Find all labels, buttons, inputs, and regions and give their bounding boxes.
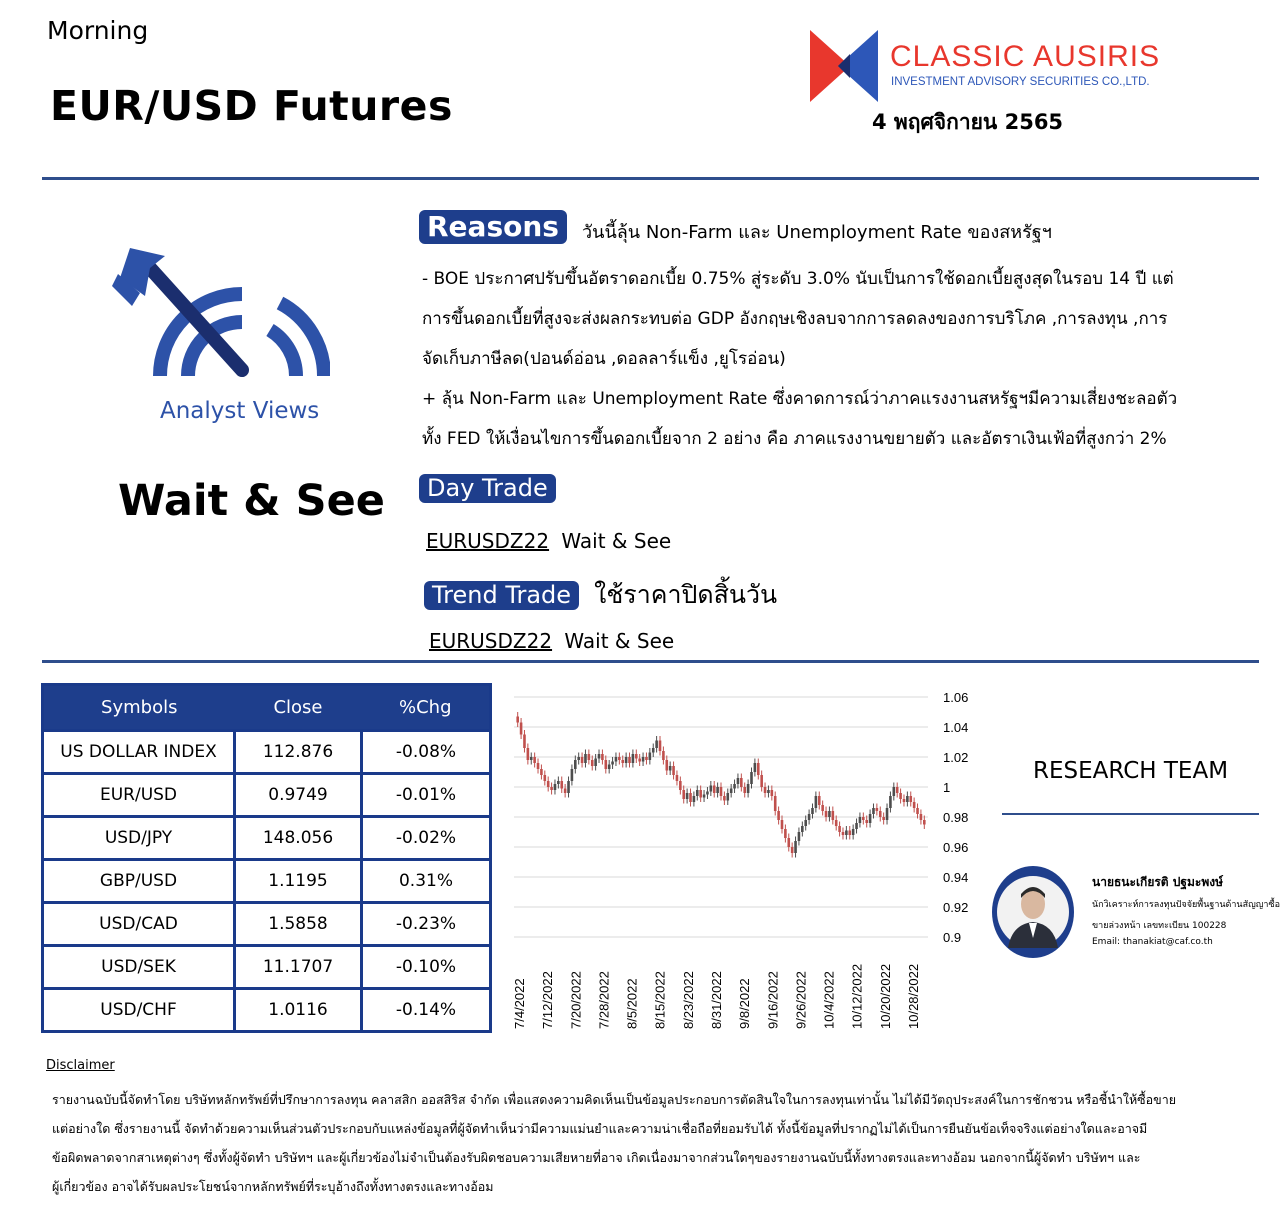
price-chart <box>500 680 990 1035</box>
x-tick-label: 7/28/2022 <box>596 971 612 1029</box>
y-tick-label: 0.94 <box>943 870 969 885</box>
candle-body <box>804 820 807 826</box>
x-tick-label: 7/4/2022 <box>512 978 527 1029</box>
analyst-view: Wait & See <box>118 476 385 526</box>
candle-body <box>665 760 668 771</box>
col-chg: %Chg <box>362 685 491 731</box>
disclaimer-body <box>52 1085 1252 1201</box>
close-cell: 148.056 <box>235 817 362 860</box>
candle-body <box>594 759 597 767</box>
candle-body <box>913 802 916 808</box>
candle-body <box>896 787 899 793</box>
candle-body <box>574 760 577 769</box>
x-tick-label: 8/15/2022 <box>652 971 668 1029</box>
header-divider <box>42 177 1259 180</box>
x-tick-label: 10/20/2022 <box>877 963 893 1029</box>
candle-body <box>723 796 726 801</box>
disclaimer-line: แต่อย่างใด ซึ่งรายงานนี้ จัดทำด้วยความเห็นส่วนตัวประกอบกับแหล่งข้อมูลที่ผู้จัดทำเห็นว่ามีความแม่นยำและความน่าเชื่อถือที่ยอมรับได้ ทั้งนี้ข้อมูลที่ปรากฏไม่ได้เป็นการยืนยันข้อเท็จจริงแต่อย่างใดและอาจมี <box>52 1121 1148 1136</box>
close-cell: 11.1707 <box>235 946 362 989</box>
candle-body <box>686 793 689 799</box>
x-tick-label: 8/23/2022 <box>680 971 696 1029</box>
candle-body <box>767 790 770 793</box>
candle-body <box>781 820 784 829</box>
col-close: Close <box>235 685 362 731</box>
candle-body <box>672 766 675 775</box>
candle-body <box>882 817 885 820</box>
candle-body <box>611 762 614 765</box>
candle-body <box>859 817 862 823</box>
x-tick-label: 7/12/2022 <box>540 971 556 1029</box>
x-tick-label: 9/16/2022 <box>765 971 781 1029</box>
y-tick-label: 1.04 <box>943 720 969 735</box>
candle-body <box>588 754 591 760</box>
candle-body <box>638 759 641 762</box>
y-tick-label: 0.96 <box>943 840 969 855</box>
candle-body <box>591 760 594 766</box>
candle-body <box>655 741 658 749</box>
page-title: EUR/USD Futures <box>50 82 453 130</box>
x-tick-label: 7/20/2022 <box>568 971 584 1029</box>
candle-body <box>801 826 804 832</box>
candle-body <box>865 820 868 823</box>
trend-trade-note: ใช้ราคาปิดสิ้นวัน <box>594 580 778 609</box>
candle-body <box>920 814 923 820</box>
chg-cell: -0.23% <box>362 903 491 946</box>
candle-body <box>737 778 740 784</box>
logo-mark-icon <box>810 30 878 102</box>
reason-line: จัดเก็บภาษีลด(ปอนด์อ่อน ,ดอลลาร์แข็ง ,ยูโรอ่อน) <box>422 349 786 369</box>
y-tick-label: 0.98 <box>943 810 969 825</box>
x-tick-label: 10/12/2022 <box>849 963 865 1029</box>
candle-body <box>855 823 858 829</box>
reasons-badge: Reasons <box>419 210 567 244</box>
candle-body <box>544 775 547 781</box>
candle-body <box>696 790 699 796</box>
close-cell: 1.5858 <box>235 903 362 946</box>
candle-body <box>676 775 679 781</box>
y-tick-label: 1 <box>943 780 951 795</box>
candle-body <box>923 820 926 825</box>
brand-subtitle: INVESTMENT ADVISORY SECURITIES CO.,LTD. <box>891 76 1150 88</box>
candle-body <box>906 796 909 802</box>
candle-body <box>581 757 584 763</box>
candle-body <box>808 814 811 820</box>
candle-body <box>909 796 912 802</box>
candle-body <box>842 832 845 835</box>
trend-trade-badge: Trend Trade <box>424 581 579 610</box>
candle-body <box>621 760 624 763</box>
disclaimer-line: ข้อผิดพลาดจากสาเหตุต่างๆ ซึ่งทั้งผู้จัดทำ บริษัทฯ และผู้เกี่ยวข้องไม่จำเป็นต้องรับผิดชอบความเสียหายที่อาจ เกิดเนื่องมาจากส่วนใดๆของรายงานฉบับนี้ทั้งทางตรงและทางอ้อม นอกจากนี้ผู้จัดทำ บริษัทฯ และ <box>52 1150 1141 1165</box>
day-trade-view: Wait & See <box>561 529 672 553</box>
candle-body <box>645 757 648 760</box>
candle-body <box>533 757 536 763</box>
candle-body <box>642 757 645 762</box>
candle-body <box>747 784 750 793</box>
candle-body <box>571 769 574 781</box>
trend-trade-signal <box>429 629 674 653</box>
candle-body <box>682 790 685 799</box>
candle-body <box>845 831 848 836</box>
candle-body <box>567 781 570 793</box>
candle-body <box>730 789 733 794</box>
candle-body <box>689 793 692 802</box>
candle-body <box>835 820 838 826</box>
candle-body <box>879 811 882 817</box>
candle-body <box>838 826 841 832</box>
candle-body <box>598 754 601 759</box>
candle-body <box>564 789 567 794</box>
candle-body <box>743 787 746 793</box>
symbol-cell: USD/SEK <box>43 946 235 989</box>
close-cell: 1.1195 <box>235 860 362 903</box>
candle-body <box>852 829 855 835</box>
reason-line: การขึ้นดอกเบี้ยที่สูงจะส่งผลกระทบต่อ GDP อังกฤษเชิงลบจากการลดลงของการบริโภค ,การลงทุน ,การ <box>422 309 1168 329</box>
candle-body <box>750 772 753 784</box>
candle-body <box>659 741 662 752</box>
table-row <box>43 817 491 860</box>
candle-body <box>903 799 906 802</box>
candle-body <box>757 763 760 775</box>
chg-cell: -0.01% <box>362 774 491 817</box>
col-symbols: Symbols <box>43 685 235 731</box>
candle-body <box>754 763 757 772</box>
candle-body <box>889 796 892 808</box>
x-tick-label: 10/4/2022 <box>821 971 837 1029</box>
candle-body <box>798 832 801 841</box>
analyst-views-label: Analyst Views <box>160 398 320 424</box>
candle-body <box>537 763 540 769</box>
quotes-header-row <box>43 685 491 731</box>
candle-body <box>733 784 736 789</box>
day-trade-badge: Day Trade <box>419 474 556 503</box>
candle-body <box>893 787 896 796</box>
candle-body <box>787 838 790 847</box>
reasons-header <box>419 210 1052 246</box>
candle-body <box>815 796 818 808</box>
symbol-cell: USD/CAD <box>43 903 235 946</box>
chg-cell: 0.31% <box>362 860 491 903</box>
report-date: 4 พฤศจิกายน 2565 <box>872 110 1064 134</box>
x-tick-label: 10/28/2022 <box>906 963 921 1029</box>
symbol-cell: EUR/USD <box>43 774 235 817</box>
candle-body <box>777 811 780 820</box>
company-logo <box>810 30 1161 105</box>
chg-cell: -0.10% <box>362 946 491 989</box>
symbol-cell: USD/CHF <box>43 989 235 1032</box>
disclaimer-heading: Disclaimer <box>46 1058 115 1073</box>
reason-line: - BOE ประกาศปรับขึ้นอัตราดอกเบี้ย 0.75% สู่ระดับ 3.0% นับเป็นการใช้ดอกเบี้ยสูงสุดในรอบ 14 ปี แต่ <box>422 269 1174 289</box>
trend-trade-view: Wait & See <box>564 629 675 653</box>
candle-body <box>828 811 831 817</box>
trend-trade-header <box>424 575 777 615</box>
candle-body <box>886 808 889 820</box>
candle-body <box>550 787 553 790</box>
candle-body <box>771 790 774 796</box>
candle-body <box>615 757 618 762</box>
reason-line: + ลุ้น Non-Farm และ Unemployment Rate ซึ่งคาดการณ์ว่าภาคแรงงานสหรัฐฯมีความเสี่ยงชะลอตัว <box>422 389 1178 409</box>
analyst-role-2: ขายล่วงหน้า เลขทะเบียน 100228 <box>1092 921 1227 931</box>
candle-body <box>540 769 543 775</box>
candle-body <box>635 754 638 759</box>
analyst-target-icon <box>110 248 330 388</box>
candle-body <box>547 781 550 787</box>
analyst-role: นักวิเคราะห์การลงทุนปัจจัยพื้นฐานด้านสัญญาซื้อ <box>1092 900 1280 910</box>
table-row <box>43 989 491 1032</box>
chg-cell: -0.14% <box>362 989 491 1032</box>
brand-name: CLASSIC AUSIRIS <box>890 40 1161 73</box>
symbol-cell: US DOLLAR INDEX <box>43 731 235 774</box>
reasons-headline: วันนี้ลุ้น Non-Farm และ Unemployment Rate ของสหรัฐฯ <box>582 222 1052 243</box>
analyst-name: นายธนะเกียรติ ปฐมะพงษ์ <box>1092 875 1224 889</box>
close-cell: 1.0116 <box>235 989 362 1032</box>
candle-body <box>527 748 530 760</box>
chg-cell: -0.02% <box>362 817 491 860</box>
candle-body <box>679 781 682 790</box>
candle-body <box>862 817 865 820</box>
analyst-email: Email: thanakiat@caf.co.th <box>1092 937 1213 947</box>
research-heading: RESEARCH TEAM <box>1033 758 1229 784</box>
candle-body <box>791 847 794 853</box>
candle-body <box>693 796 696 802</box>
candle-body <box>794 841 797 853</box>
close-cell: 112.876 <box>235 731 362 774</box>
symbol-cell: USD/JPY <box>43 817 235 860</box>
x-tick-label: 8/31/2022 <box>709 971 724 1029</box>
x-tick-label: 9/26/2022 <box>793 971 809 1029</box>
candle-body <box>699 790 702 798</box>
candle-body <box>516 717 519 723</box>
candle-body <box>584 754 587 763</box>
candle-body <box>703 795 706 798</box>
candle-body <box>872 808 875 814</box>
x-tick-label: 8/5/2022 <box>624 978 640 1029</box>
quotes-table <box>41 683 492 1033</box>
table-row <box>43 774 491 817</box>
disclaimer-line: รายงานฉบับนี้จัดทำโดย บริษัทหลักทรัพย์ที่ปรึกษาการลงทุน คลาสสิก ออสสิริส จำกัด เพื่อแสดงความคิดเห็นเป็นข้อมูลประกอบการตัดสินใจในการลงทุนเท่านั้น ไม่ได้มีวัตถุประสงค์ในการชักชวน หรือชี้นำให้ซื้อขาย <box>52 1092 1177 1107</box>
disclaimer-line: ผู้เกี่ยวข้อง อาจได้รับผลประโยชน์จากหลักทรัพย์ที่ระบุอ้างถึงทั้งทางตรงและทางอ้อม <box>52 1179 494 1194</box>
candle-body <box>618 757 621 760</box>
candle-body <box>848 831 851 836</box>
trend-trade-symbol: EURUSDZ22 <box>429 629 553 653</box>
candle-body <box>726 793 729 801</box>
analyst-avatar <box>992 866 1074 958</box>
candle-body <box>764 787 767 793</box>
candle-body <box>632 754 635 763</box>
candle-body <box>557 781 560 784</box>
candle-body <box>825 811 828 817</box>
close-cell: 0.9749 <box>235 774 362 817</box>
candle-body <box>530 757 533 760</box>
candle-body <box>662 751 665 760</box>
candle-body <box>601 754 604 760</box>
day-trade-signal <box>426 529 671 553</box>
table-row <box>43 903 491 946</box>
candle-body <box>710 786 713 792</box>
chg-cell: -0.08% <box>362 731 491 774</box>
candle-body <box>652 748 655 753</box>
candle-body <box>821 805 824 811</box>
table-row <box>43 860 491 903</box>
y-tick-label: 0.9 <box>943 930 962 945</box>
reason-line: ทั้ง FED ให้เงื่อนไขการขึ้นดอกเบี้ยจาก 2 อย่าง คือ ภาคแรงงานขยายตัว และอัตราเงินเฟ้อที่สูงกว่า 2% <box>422 429 1167 449</box>
candle-body <box>869 814 872 823</box>
candle-body <box>811 808 814 814</box>
day-trade-symbol: EURUSDZ22 <box>426 529 550 553</box>
table-row <box>43 731 491 774</box>
candle-body <box>649 753 652 761</box>
candle-body <box>625 757 628 763</box>
candle-body <box>560 781 563 789</box>
candle-body <box>832 811 835 820</box>
candle-body <box>740 778 743 787</box>
reasons-body <box>422 259 1267 459</box>
candle-body <box>608 765 611 770</box>
candle-body <box>713 786 716 794</box>
candle-body <box>784 829 787 838</box>
candle-body <box>876 808 879 811</box>
candle-body <box>760 775 763 787</box>
table-row <box>43 946 491 989</box>
y-tick-label: 1.02 <box>943 750 969 765</box>
y-tick-label: 1.06 <box>943 690 969 705</box>
x-tick-label: 9/8/2022 <box>737 978 753 1029</box>
candle-body <box>706 792 709 795</box>
candle-body <box>669 766 672 771</box>
candle-body <box>523 735 526 749</box>
symbol-cell: GBP/USD <box>43 860 235 903</box>
candle-body <box>554 784 557 790</box>
candle-body <box>604 760 607 769</box>
candle-body <box>720 787 723 796</box>
candle-body <box>916 808 919 814</box>
section-divider <box>42 660 1259 663</box>
session-label: Morning <box>47 16 149 45</box>
candle-body <box>520 723 523 735</box>
candle-body <box>818 796 821 805</box>
y-tick-label: 0.92 <box>943 900 969 915</box>
research-divider <box>1002 813 1259 815</box>
candle-body <box>774 796 777 811</box>
candle-body <box>577 757 580 760</box>
candle-body <box>899 793 902 799</box>
candle-body <box>628 757 631 763</box>
candle-body <box>716 787 719 793</box>
